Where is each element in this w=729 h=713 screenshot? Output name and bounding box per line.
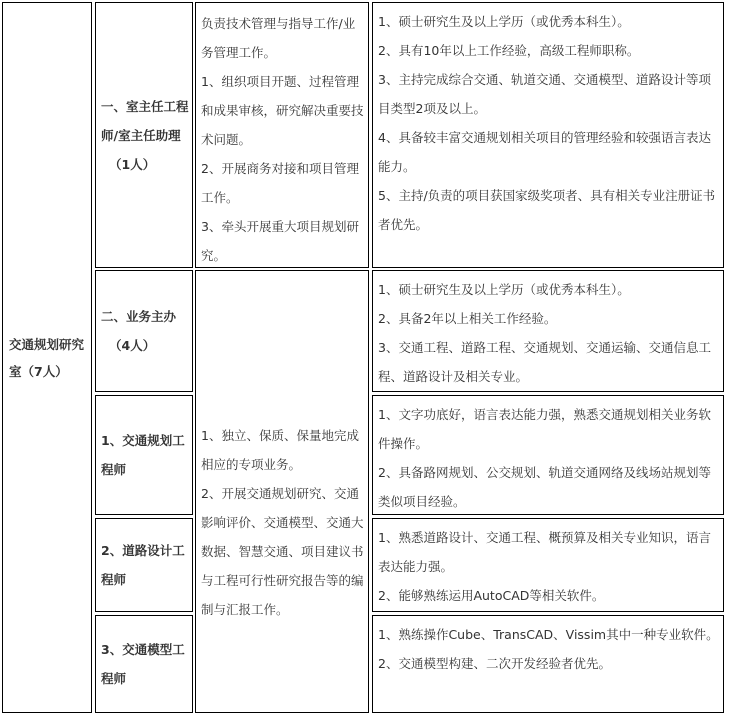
headcount: （4人） — [109, 338, 156, 353]
position-title: 3、交通模型工程师 — [101, 642, 185, 686]
requirement-cell-director — [372, 2, 724, 268]
department-cell — [2, 2, 92, 713]
requirement-cell-road-engineer — [372, 518, 724, 612]
requirement-line: 1、熟练操作Cube、TransCAD、Vissim其中一种专业软件。 — [378, 627, 719, 642]
position-title: 2、道路设计工程师 — [101, 543, 185, 587]
position-cell-director — [95, 2, 193, 268]
duty-line: 2、开展商务对接和项目管理工作。 — [201, 161, 359, 205]
position-cell-business-lead — [95, 270, 193, 392]
requirement-cell-planning-engineer — [372, 395, 724, 515]
duty-line: 负责技术管理与指导工作/业务管理工作。 — [201, 16, 356, 60]
requirement-cell-model-engineer — [372, 615, 724, 713]
requirement-line: 5、主持/负责的项目获国家级奖项者、具有相关专业注册证书者优先。 — [378, 188, 716, 232]
headcount: （1人） — [109, 156, 156, 172]
duty-cell-staff — [195, 270, 369, 713]
requirement-cell-business-lead — [372, 270, 724, 392]
requirement-line: 4、具备较丰富交通规划相关项目的管理经验和较强语言表达能力。 — [378, 130, 711, 174]
position-cell-road-engineer — [95, 518, 193, 612]
requirement-line: 3、交通工程、道路工程、交通规划、交通运输、交通信息工程、道路设计及相关专业。 — [378, 340, 711, 384]
requirement-line: 1、熟悉道路设计、交通工程、概预算及相关专业知识，语言表达能力强。 — [378, 530, 711, 574]
position-title: 二、业务主办 — [101, 309, 177, 324]
requirement-line: 1、硕士研究生及以上学历（或优秀本科生）。 — [378, 282, 630, 297]
requirement-line: 2、能够熟练运用AutoCAD等相关软件。 — [378, 588, 605, 603]
requirement-line: 2、具备2年以上相关工作经验。 — [378, 311, 557, 326]
duty-cell-director — [195, 2, 369, 268]
position-cell-model-engineer — [95, 615, 193, 713]
duty-line: 1、独立、保质、保量地完成相应的专项业务。 — [201, 428, 359, 472]
position-title: 一、室主任工程师/室主任助理 — [101, 98, 189, 143]
duty-line: 1、组织项目开题、过程管理和成果审核，研究解决重要技术问题。 — [201, 74, 364, 147]
duty-line: 3、牵头开展重大项目规划研究。 — [201, 219, 359, 263]
position-title: 1、交通规划工程师 — [101, 433, 185, 477]
requirement-line: 2、交通模型构建、二次开发经验者优先。 — [378, 656, 611, 671]
position-cell-planning-engineer — [95, 395, 193, 515]
department-name: 交通规划研究室（7人） — [9, 336, 85, 379]
requirement-line: 1、文字功底好，语言表达能力强，熟悉交通规划相关业务软件操作。 — [378, 407, 711, 451]
requirement-line: 3、主持完成综合交通、轨道交通、交通模型、道路设计等项目类型2项及以上。 — [378, 72, 711, 116]
duty-line: 2、开展交通规划研究、交通影响评价、交通模型、交通大数据、智慧交通、项目建议书与工程可行性研究报告等的编制与汇报工作。 — [201, 486, 364, 617]
requirement-line: 1、硕士研究生及以上学历（或优秀本科生）。 — [378, 14, 630, 29]
requirement-line: 2、具备路网规划、公交规划、轨道交通网络及线场站规划等类似项目经验。 — [378, 465, 711, 509]
requirement-line: 2、具有10年以上工作经验，高级工程师职称。 — [378, 43, 640, 58]
